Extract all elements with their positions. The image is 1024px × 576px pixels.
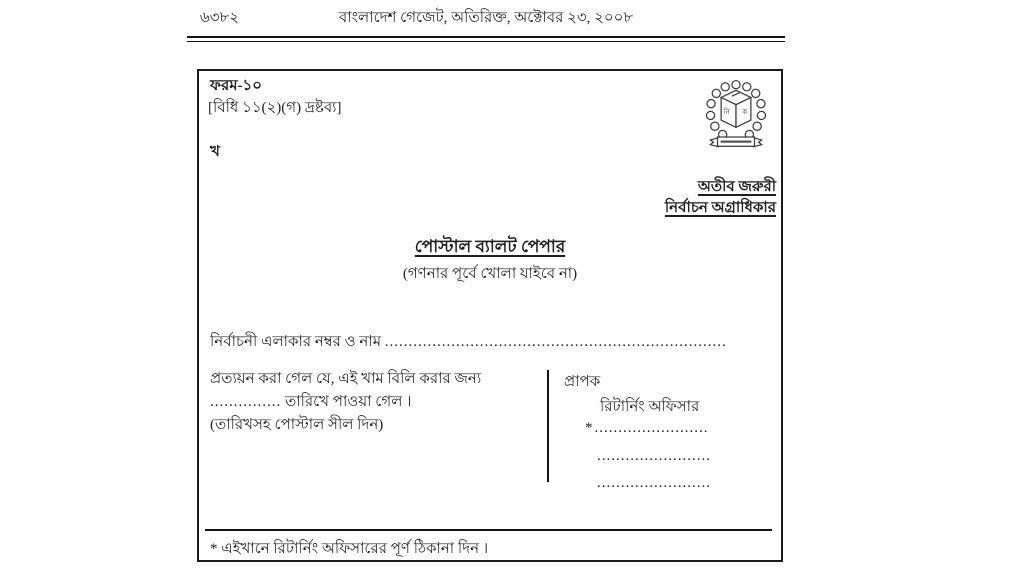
certification-line1: প্রত্যয়ন করা গেল যে, এই খাম বিলি করার জন্য [210, 371, 482, 387]
page-number: ৬৩৮২ [200, 10, 239, 26]
form-number: ফরম-১০ [210, 78, 263, 94]
certification-line3: (তারিখসহ পোস্টাল সীল দিন) [210, 417, 384, 433]
header-double-rule [187, 36, 785, 42]
footnote-rule [205, 529, 772, 531]
form-subtitle: (গণনার পূর্বে খোলা যাইবে না) [402, 266, 578, 282]
gazette-title: বাংলাদেশ গেজেট, অতিরিক্ত, অক্টোবর ২৩, ২০০৮ [338, 10, 634, 26]
asterisk-mark: * [585, 420, 593, 436]
section-letter: খ [210, 144, 220, 160]
address-line-2: ........................ [597, 448, 711, 464]
constituency-fill-dots: ........................................................................ [384, 334, 727, 350]
address-line-3: ........................ [597, 475, 711, 491]
rule-reference: [বিধি ১১(২)(গ) দ্রষ্টব্য] [208, 100, 342, 116]
column-divider [547, 370, 549, 482]
address-line-1 [585, 420, 709, 437]
form-title: পোস্টাল ব্যালট পেপার [414, 237, 566, 256]
election-priority-label: নির্বাচন অগ্রাধিকার [664, 200, 776, 216]
certification-block [210, 368, 545, 437]
constituency-label: নির্বাচনী এলাকার নম্বর ও নাম [210, 334, 382, 350]
date-fill-dots: ............... [210, 394, 282, 410]
election-commission-seal-icon [704, 78, 768, 156]
certification-line2-text: তারিখে পাওয়া গেল । [285, 394, 412, 410]
address-fill-dots-1: ........................ [594, 420, 709, 436]
recipient-label: প্রাপক [564, 374, 601, 390]
certification-line2 [210, 391, 545, 414]
seal-letter-right: ক [742, 107, 748, 116]
urgency-label: অতীব জরুরী [697, 179, 776, 195]
constituency-row [210, 330, 727, 355]
urgency-block [665, 177, 776, 219]
returning-officer-label: রিটার্নিং অফিসার [600, 399, 700, 415]
running-head [187, 7, 785, 31]
form-title-row [199, 234, 781, 262]
form-10-box [197, 69, 783, 562]
seal-letter-left: নি [723, 107, 730, 116]
footnote-text: * এইখানে রিটার্নিং অফিসারের পূর্ণ ঠিকানা দিন । [210, 541, 489, 557]
